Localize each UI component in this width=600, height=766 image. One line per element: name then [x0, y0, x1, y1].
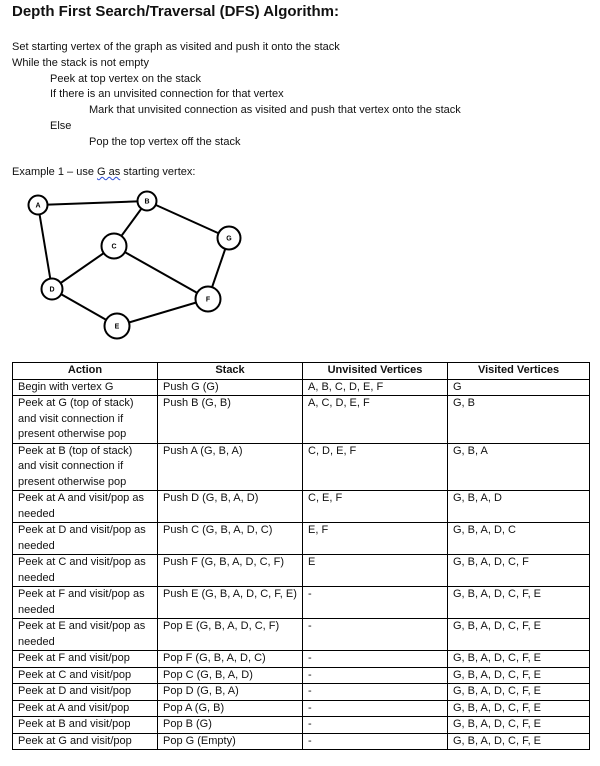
unvisited-cell: A, C, D, E, F — [303, 396, 448, 444]
example-caption — [12, 166, 195, 178]
graph-nodes — [29, 192, 241, 339]
stack-cell: Push G (G) — [158, 379, 303, 396]
stack-cell: Push A (G, B, A) — [158, 443, 303, 491]
algorithm-line: Else — [50, 119, 72, 132]
graph-node-g — [218, 227, 241, 250]
visited-cell: G, B, A, D, C, F, E — [448, 667, 590, 684]
action-cell: Peek at F and visit/pop — [13, 651, 158, 668]
dfs-trace-table — [12, 362, 590, 750]
example-start-vertex: G as — [97, 166, 121, 178]
column-header-action: Action — [13, 363, 158, 380]
stack-cell: Pop D (G, B, A) — [158, 684, 303, 701]
table-row — [13, 619, 590, 651]
table-row — [13, 700, 590, 717]
table-row — [13, 491, 590, 523]
unvisited-cell: - — [303, 667, 448, 684]
node-label: C — [111, 243, 117, 251]
node-label: E — [114, 323, 120, 331]
table-row — [13, 667, 590, 684]
unvisited-cell: E, F — [303, 523, 448, 555]
edge-a-d — [38, 205, 52, 289]
stack-cell: Pop F (G, B, A, D, C) — [158, 651, 303, 668]
stack-cell: Push B (G, B) — [158, 396, 303, 444]
edge-a-b — [38, 198, 150, 206]
algorithm-line: Mark that unvisited connection as visited and push that vertex onto the stack — [89, 104, 461, 117]
stack-cell: Pop G (Empty) — [158, 733, 303, 750]
node-label: A — [35, 202, 41, 210]
visited-cell: G, B — [448, 396, 590, 444]
algorithm-steps — [12, 40, 461, 151]
unvisited-cell: A, B, C, D, E, F — [303, 379, 448, 396]
visited-cell: G, B, A, D, C, F, E — [448, 651, 590, 668]
unvisited-cell: - — [303, 619, 448, 651]
node-label: G — [226, 235, 232, 243]
action-cell: Peek at D and visit/pop as needed — [13, 523, 158, 555]
action-cell: Peek at A and visit/pop — [13, 700, 158, 717]
graph-diagram — [0, 185, 260, 345]
visited-cell: G, B, A, D, C, F, E — [448, 619, 590, 651]
action-cell: Peek at B and visit/pop — [13, 717, 158, 734]
table-row — [13, 733, 590, 750]
visited-cell: G, B, A, D, C, F, E — [448, 587, 590, 619]
visited-cell: G, B, A, D — [448, 491, 590, 523]
visited-cell: G, B, A, D, C, F — [448, 555, 590, 587]
unvisited-cell: - — [303, 684, 448, 701]
visited-cell: G, B, A, D, C, F, E — [448, 684, 590, 701]
unvisited-cell: - — [303, 733, 448, 750]
graph-node-c — [102, 234, 127, 259]
algorithm-line: While the stack is not empty — [12, 56, 149, 69]
unvisited-cell: - — [303, 587, 448, 619]
action-cell: Peek at F and visit/pop as needed — [13, 587, 158, 619]
visited-cell: G, B, A, D, C, F, E — [448, 700, 590, 717]
unvisited-cell: C, D, E, F — [303, 443, 448, 491]
action-cell: Peek at D and visit/pop — [13, 684, 158, 701]
action-cell: Peek at C and visit/pop as needed — [13, 555, 158, 587]
unvisited-cell: - — [303, 651, 448, 668]
column-header-visited: Visited Vertices — [448, 363, 590, 380]
unvisited-cell: - — [303, 700, 448, 717]
action-cell: Peek at A and visit/pop as needed — [13, 491, 158, 523]
graph-node-f — [196, 287, 221, 312]
visited-cell: G — [448, 379, 590, 396]
node-label: B — [144, 198, 150, 206]
algorithm-line: Pop the top vertex off the stack — [89, 135, 241, 148]
edge-b-g — [147, 201, 229, 238]
graph-node-a — [29, 196, 48, 215]
edge-e-f — [117, 299, 208, 326]
graph-node-d — [42, 279, 63, 300]
table-row — [13, 555, 590, 587]
algorithm-line: If there is an unvisited connection for that vertex — [50, 88, 284, 101]
table-row — [13, 651, 590, 668]
table-row — [13, 396, 590, 444]
action-cell: Peek at E and visit/pop as needed — [13, 619, 158, 651]
node-label: F — [205, 296, 211, 304]
table-row — [13, 443, 590, 491]
table-row — [13, 717, 590, 734]
node-label: D — [49, 286, 55, 294]
page-title: Depth First Search/Traversal (DFS) Algorithm: — [12, 3, 340, 20]
graph-node-b — [138, 192, 157, 211]
visited-cell: G, B, A, D, C, F, E — [448, 717, 590, 734]
algorithm-line: Set starting vertex of the graph as visited and push it onto the stack — [12, 41, 340, 53]
visited-cell: G, B, A — [448, 443, 590, 491]
graph-node-e — [105, 314, 130, 339]
table-row — [13, 684, 590, 701]
visited-cell: G, B, A, D, C — [448, 523, 590, 555]
table-row — [13, 523, 590, 555]
action-cell: Peek at B (top of stack) and visit connection if present otherwise pop — [13, 443, 158, 491]
unvisited-cell: E — [303, 555, 448, 587]
table-row — [13, 587, 590, 619]
visited-cell: G, B, A, D, C, F, E — [448, 733, 590, 750]
stack-cell: Push D (G, B, A, D) — [158, 491, 303, 523]
stack-cell: Pop A (G, B) — [158, 700, 303, 717]
unvisited-cell: C, E, F — [303, 491, 448, 523]
stack-cell: Push F (G, B, A, D, C, F) — [158, 555, 303, 587]
action-cell: Begin with vertex G — [13, 379, 158, 396]
table-row — [13, 379, 590, 396]
stack-cell: Push C (G, B, A, D, C) — [158, 523, 303, 555]
action-cell: Peek at C and visit/pop — [13, 667, 158, 684]
edge-c-f — [114, 246, 208, 299]
table-header-row — [13, 363, 590, 380]
unvisited-cell: - — [303, 717, 448, 734]
stack-cell: Pop E (G, B, A, D, C, F) — [158, 619, 303, 651]
algorithm-line: Peek at top vertex on the stack — [50, 72, 202, 85]
stack-cell: Push E (G, B, A, D, C, F, E) — [158, 587, 303, 619]
stack-cell: Pop C (G, B, A, D) — [158, 667, 303, 684]
stack-cell: Pop B (G) — [158, 717, 303, 734]
example-prefix: Example 1 – use — [12, 166, 97, 178]
example-suffix: starting vertex: — [120, 166, 196, 178]
action-cell: Peek at G and visit/pop — [13, 733, 158, 750]
action-cell: Peek at G (top of stack) and visit connection if present otherwise pop — [13, 396, 158, 444]
column-header-stack: Stack — [158, 363, 303, 380]
column-header-unvisited: Unvisited Vertices — [303, 363, 448, 380]
